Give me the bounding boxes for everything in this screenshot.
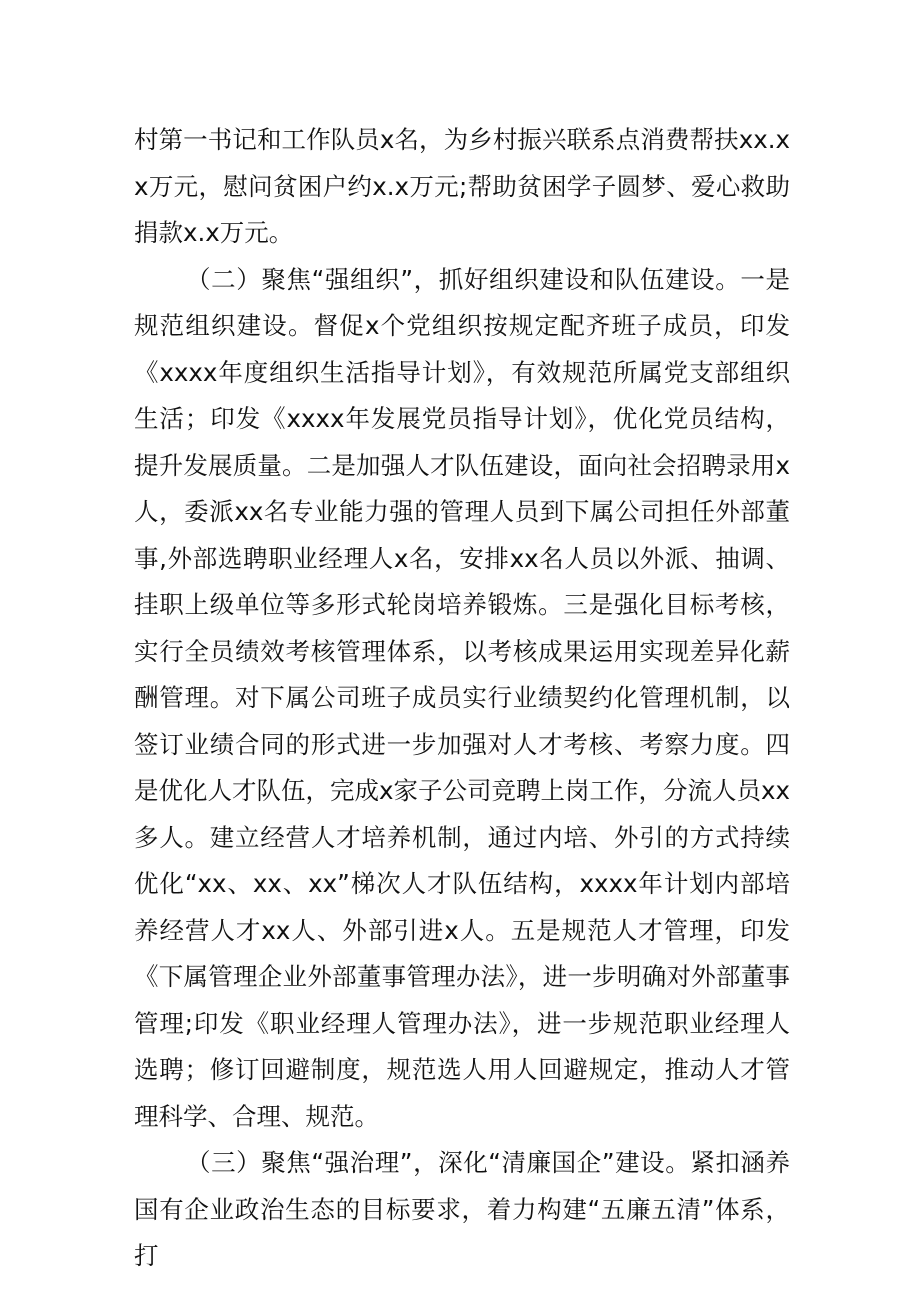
paragraph-1: 村第一书记和工作队员x名，为乡村振兴联系点消费帮扶xx.xx万元，慰问贫困户约x.x万元;帮助贫困学子圆梦、爱心救助捐款x.x万元。	[134, 125, 790, 247]
paragraph-3: （三）聚焦“强治理”，深化“清廉国企”建设。紧扣涵养国有企业政治生态的目标要求，着力构建“五廉五清”体系，打	[134, 1148, 790, 1270]
document-page	[134, 117, 790, 1280]
paragraph-2: （二）聚焦“强组织”，抓好组织建设和队伍建设。一是规范组织建设。督促x个党组织按规定配齐班子成员，印发《xxxx年度组织生活指导计划》，有效规范所属党支部组织生活；印发《xxxx年发展党员指导计划》，优化党员结构，提升发展质量。二是加强人才队伍建设，面向社会招聘录用x人，委派xx名专业能力强的管理人员到下属公司担任外部董事,外部选聘职业经理人x名，安排xx名人员以外派、抽调、挂职上级单位等多形式轮岗培养锻炼。三是强化目标考核，实行全员绩效考核管理体系，以考核成果运用实现差异化薪酬管理。对下属公司班子成员实行业绩契约化管理机制，以签订业绩合同的形式进一步加强对人才考核、考察力度。四是优化人才队伍，完成x家子公司竞聘上岗工作，分流人员xx多人。建立经营人才培养机制，通过内培、外引的方式持续优化“xx、xx、xx”梯次人才队伍结构，xxxx年计划内部培养经营人才xx人、外部引进x人。五是规范人才管理，印发《下属管理企业外部董事管理办法》，进一步明确对外部董事管理;印发《职业经理人管理办法》，进一步规范职业经理人选聘；修订回避制度，规范选人用人回避规定，推动人才管理科学、合理、规范。	[134, 264, 790, 1131]
